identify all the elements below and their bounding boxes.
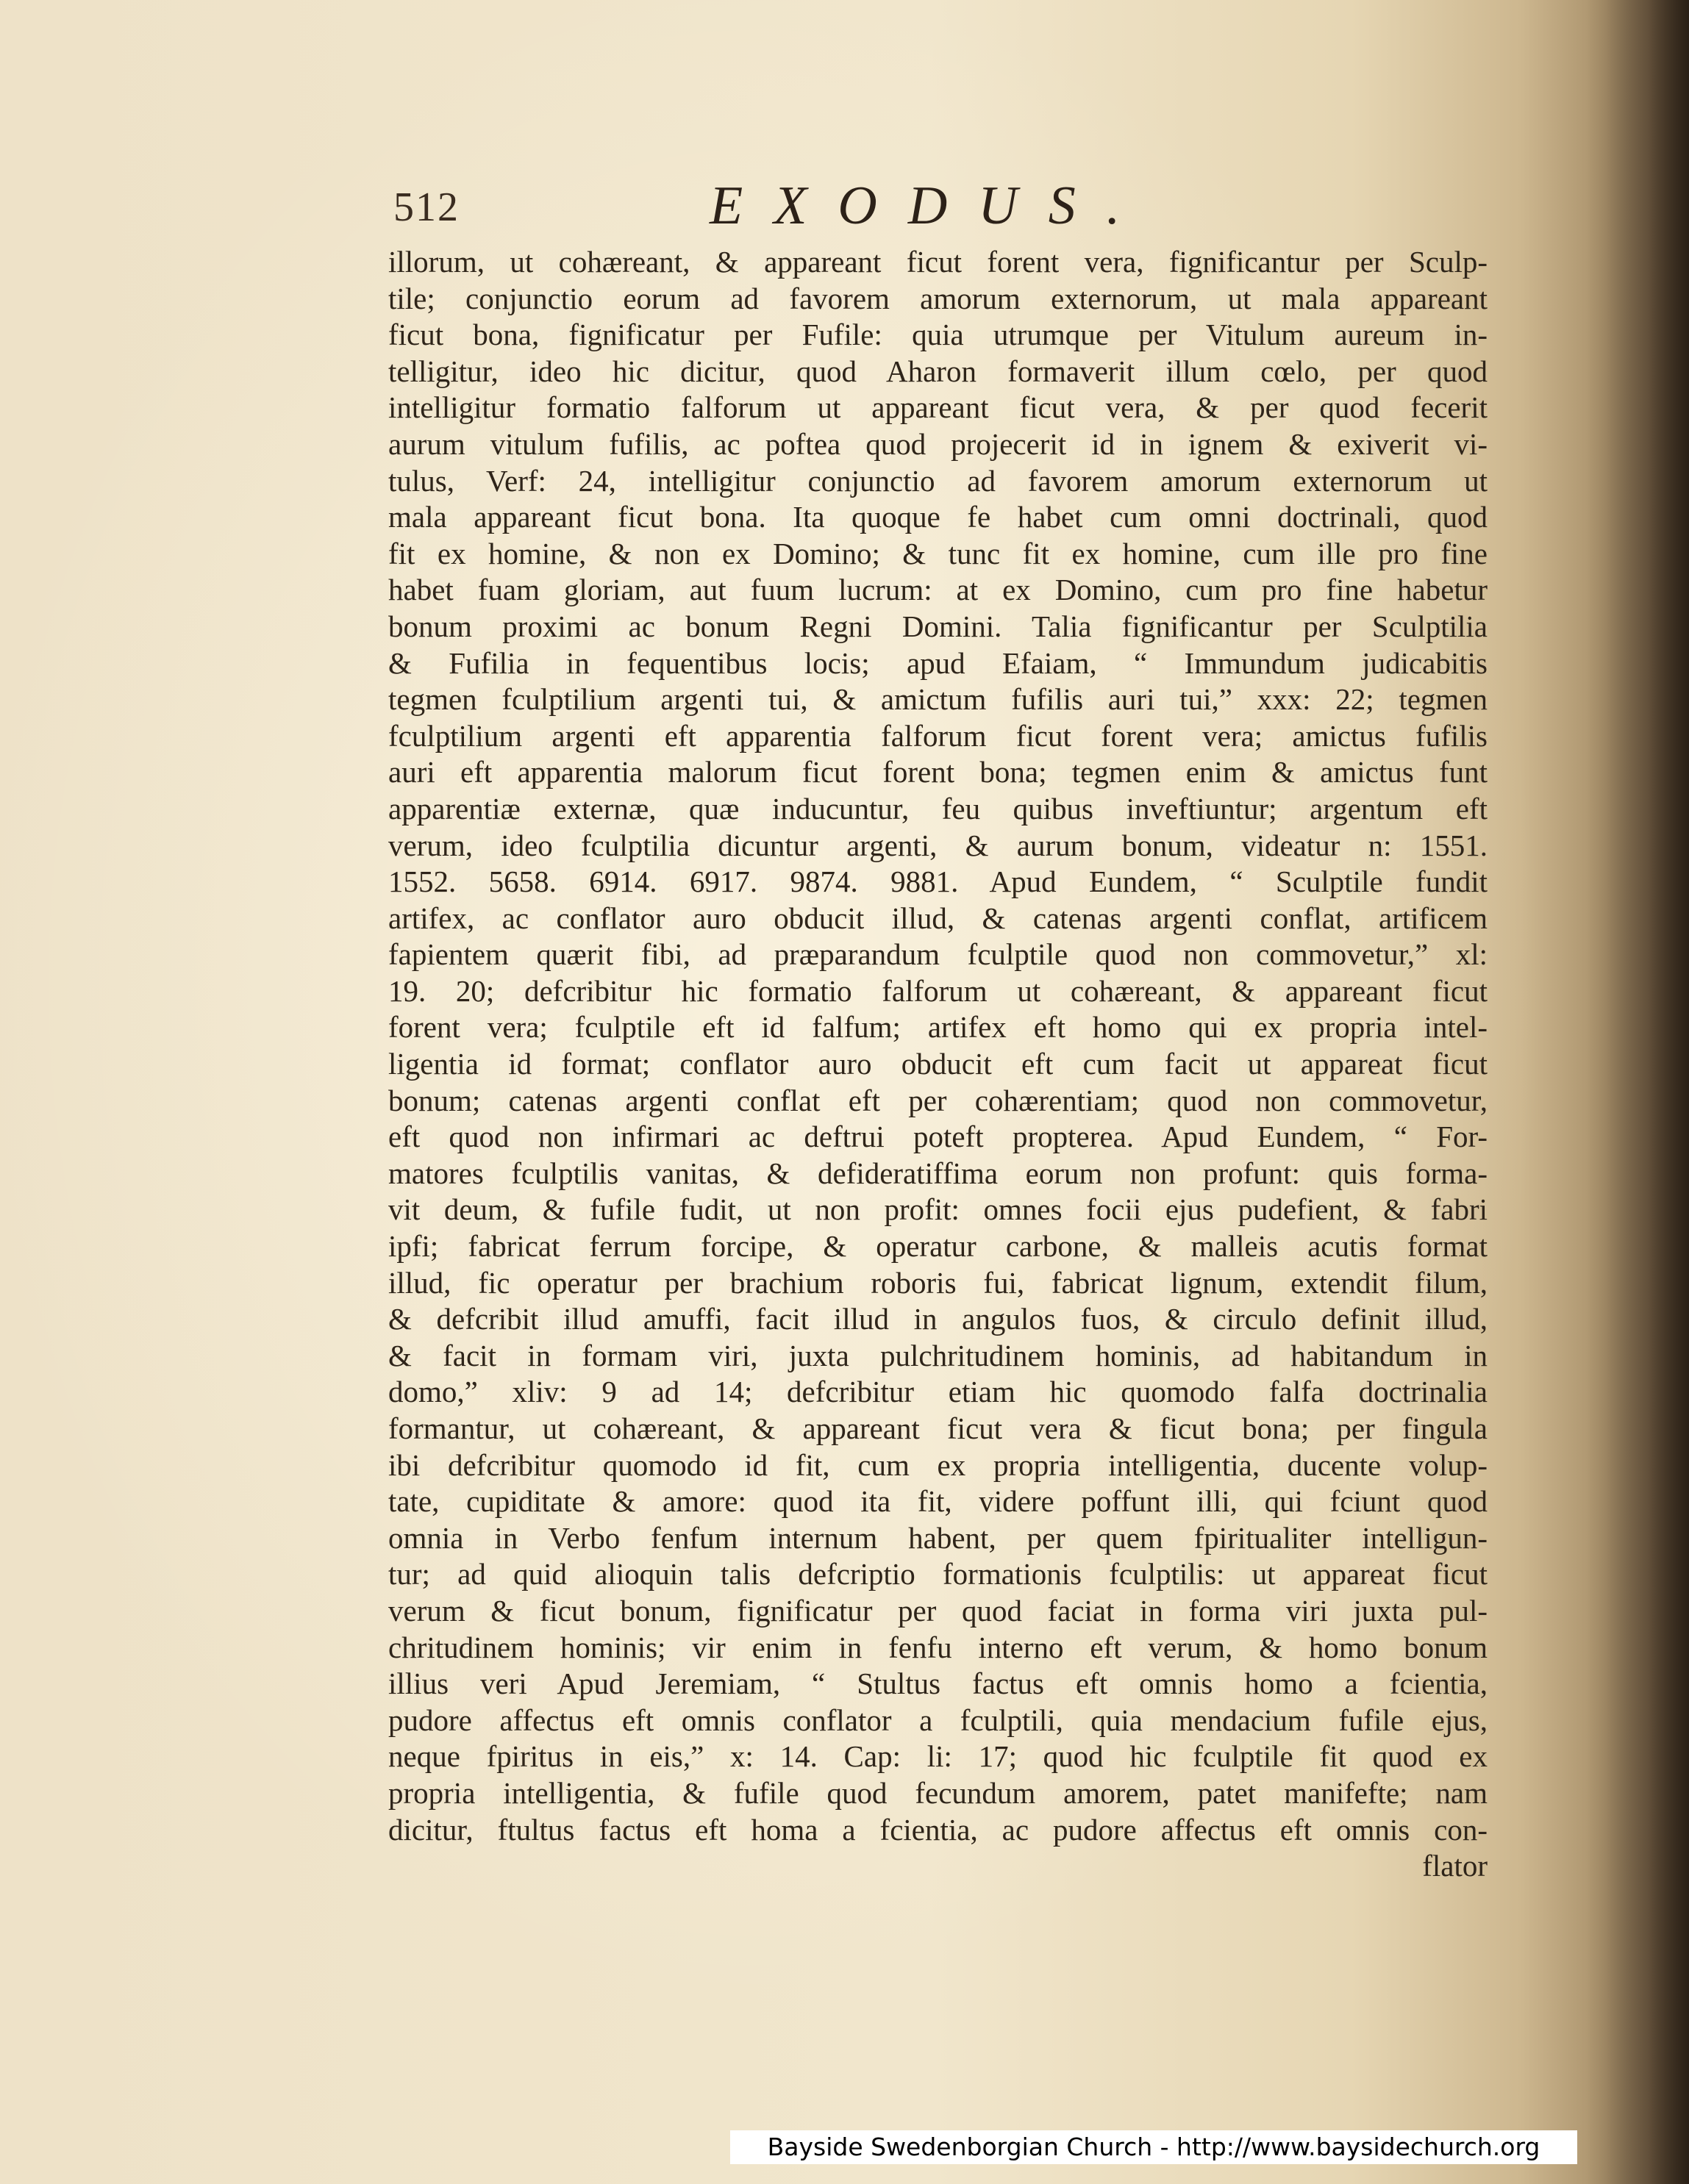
text-line: formantur, ut cohæreant, & appareant ficut vera & ficut bona; per fingula (388, 1411, 1488, 1445)
body-text (388, 244, 1488, 1913)
text-line: verum & ficut bonum, fignificatur per quod faciat in forma viri juxta pul- (388, 1593, 1488, 1628)
text-line: pudore affectus eft omnis conflator a fculptili, quia mendacium fufile ejus, (388, 1703, 1488, 1737)
text-line: ligentia id format; conflator auro obducit eft cum facit ut appareat ficut (388, 1047, 1488, 1081)
page-header (393, 175, 1496, 234)
text-line: chritudinem hominis; vir enim in fenfu interno eft verum, & homo bonum (388, 1630, 1488, 1664)
running-head: EXODUS. (710, 176, 1151, 236)
text-line: intelligitur formatio falforum ut appareant ficut vera, & per quod fecerit (388, 390, 1488, 425)
text-line: illud, fic operatur per brachium roboris fui, fabricat lignum, extendit filum, (388, 1265, 1488, 1300)
page-number: 512 (393, 185, 460, 230)
text-line: matores fculptilis vanitas, & defideratiffima eorum non profunt: quis forma- (388, 1156, 1488, 1190)
text-line: neque fpiritus in eis,” x: 14. Cap: li: 17; quod hic fculptile fit quod ex (388, 1739, 1488, 1774)
catchword: flator (1422, 1849, 1488, 1883)
text-line: vit deum, & fufile fudit, ut non profit: omnes focii ejus pudefient, & fabri (388, 1192, 1488, 1227)
text-line: illius veri Apud Jeremiam, “ Stultus factus eft omnis homo a fcientia, (388, 1666, 1488, 1701)
text-line: telligitur, ideo hic dicitur, quod Aharon formaverit illum cœlo, per quod (388, 354, 1488, 388)
text-line: 19. 20; defcribitur hic formatio falforum ut cohæreant, & appareant ficut (388, 973, 1488, 1008)
text-line: omnia in Verbo fenfum internum habent, per quem fpiritualiter intelligun- (388, 1520, 1488, 1555)
text-line: & facit in formam viri, juxta pulchritudinem hominis, ad habitandum in (388, 1338, 1488, 1372)
text-line: illorum, ut cohæreant, & appareant ficut forent vera, fignificantur per Sculp- (388, 245, 1488, 279)
text-line: tile; conjunctio eorum ad favorem amorum externorum, ut mala appareant (388, 281, 1488, 315)
text-line: ibi defcribitur quomodo id fit, cum ex propria intelligentia, ducente volup- (388, 1447, 1488, 1482)
text-line: fapientem quærit fibi, ad præparandum fculptile quod non commovetur,” xl: (388, 937, 1488, 972)
text-line: propria intelligentia, & fufile quod fecundum amorem, patet manifefte; nam (388, 1775, 1488, 1810)
text-line: tegmen fculptilium argenti tui, & amictum fufilis auri tui,” xxx: 22; tegmen (388, 682, 1488, 717)
text-line: habet fuam gloriam, aut fuum lucrum: at ex Domino, cum pro fine habetur (388, 573, 1488, 607)
text-line: ficut bona, fignificatur per Fufile: quia utrumque per Vitulum aureum in- (388, 318, 1488, 352)
text-line: 1552. 5658. 6914. 6917. 9874. 9881. Apud Eundem, “ Sculptile fundit (388, 864, 1488, 899)
text-line: fit ex homine, & non ex Domino; & tunc fit ex homine, cum ille pro fine (388, 536, 1488, 570)
text-line: domo,” xliv: 9 ad 14; defcribitur etiam hic quomodo falfa doctrinalia (388, 1375, 1488, 1409)
text-line: verum, ideo fculptilia dicuntur argenti, & aurum bonum, videatur n: 1551. (388, 828, 1488, 862)
text-line: & Fufilia in fequentibus locis; apud Efaiam, “ Immundum judicabitis (388, 645, 1488, 680)
text-line: bonum proximi ac bonum Regni Domini. Talia fignificantur per Sculptilia (388, 609, 1488, 643)
text-line: forent vera; fculptile eft id falfum; artifex eft homo qui ex propria intel- (388, 1010, 1488, 1045)
text-line: tate, cupiditate & amore: quod ita fit, videre poffunt illi, qui fciunt quod (388, 1484, 1488, 1519)
text-line: bonum; catenas argenti conflat eft per cohærentiam; quod non commovetur, (388, 1083, 1488, 1117)
text-line: aurum vitulum fufilis, ac poftea quod projecerit id in ignem & exiverit vi- (388, 426, 1488, 461)
text-line: dicitur, ftultus factus eft homa a fcientia, ac pudore affectus eft omnis con- (388, 1812, 1488, 1847)
text-line: mala appareant ficut bona. Ita quoque fe habet cum omni doctrinali, quod (388, 500, 1488, 534)
text-line: tur; ad quid alioquin talis defcriptio formationis fculptilis: ut appareat ficut (388, 1557, 1488, 1592)
text-line: ipfi; fabricat ferrum forcipe, & operatur carbone, & malleis acutis format (388, 1229, 1488, 1264)
text-line: apparentiæ externæ, quæ inducuntur, feu quibus inveftiuntur; argentum eft (388, 791, 1488, 826)
text-line: fculptilium argenti eft apparentia falforum ficut forent vera; amictus fufilis (388, 718, 1488, 753)
text-line: artifex, ac conflator auro obducit illud, & catenas argenti conflat, artificem (388, 901, 1488, 935)
text-line: & defcribit illud amuffi, facit illud in angulos fuos, & circulo definit illud, (388, 1302, 1488, 1336)
page-fold-shadow (1586, 0, 1689, 2184)
text-line: auri eft apparentia malorum ficut forent bona; tegmen enim & amictus funt (388, 755, 1488, 790)
watermark-credit: Bayside Swedenborgian Church - http://www.baysidechurch.org (730, 2130, 1577, 2164)
text-line: tulus, Verf: 24, intelligitur conjunctio ad favorem amorum externorum ut (388, 463, 1488, 498)
text-line: eft quod non infirmari ac deftrui poteft propterea. Apud Eundem, “ For- (388, 1120, 1488, 1154)
